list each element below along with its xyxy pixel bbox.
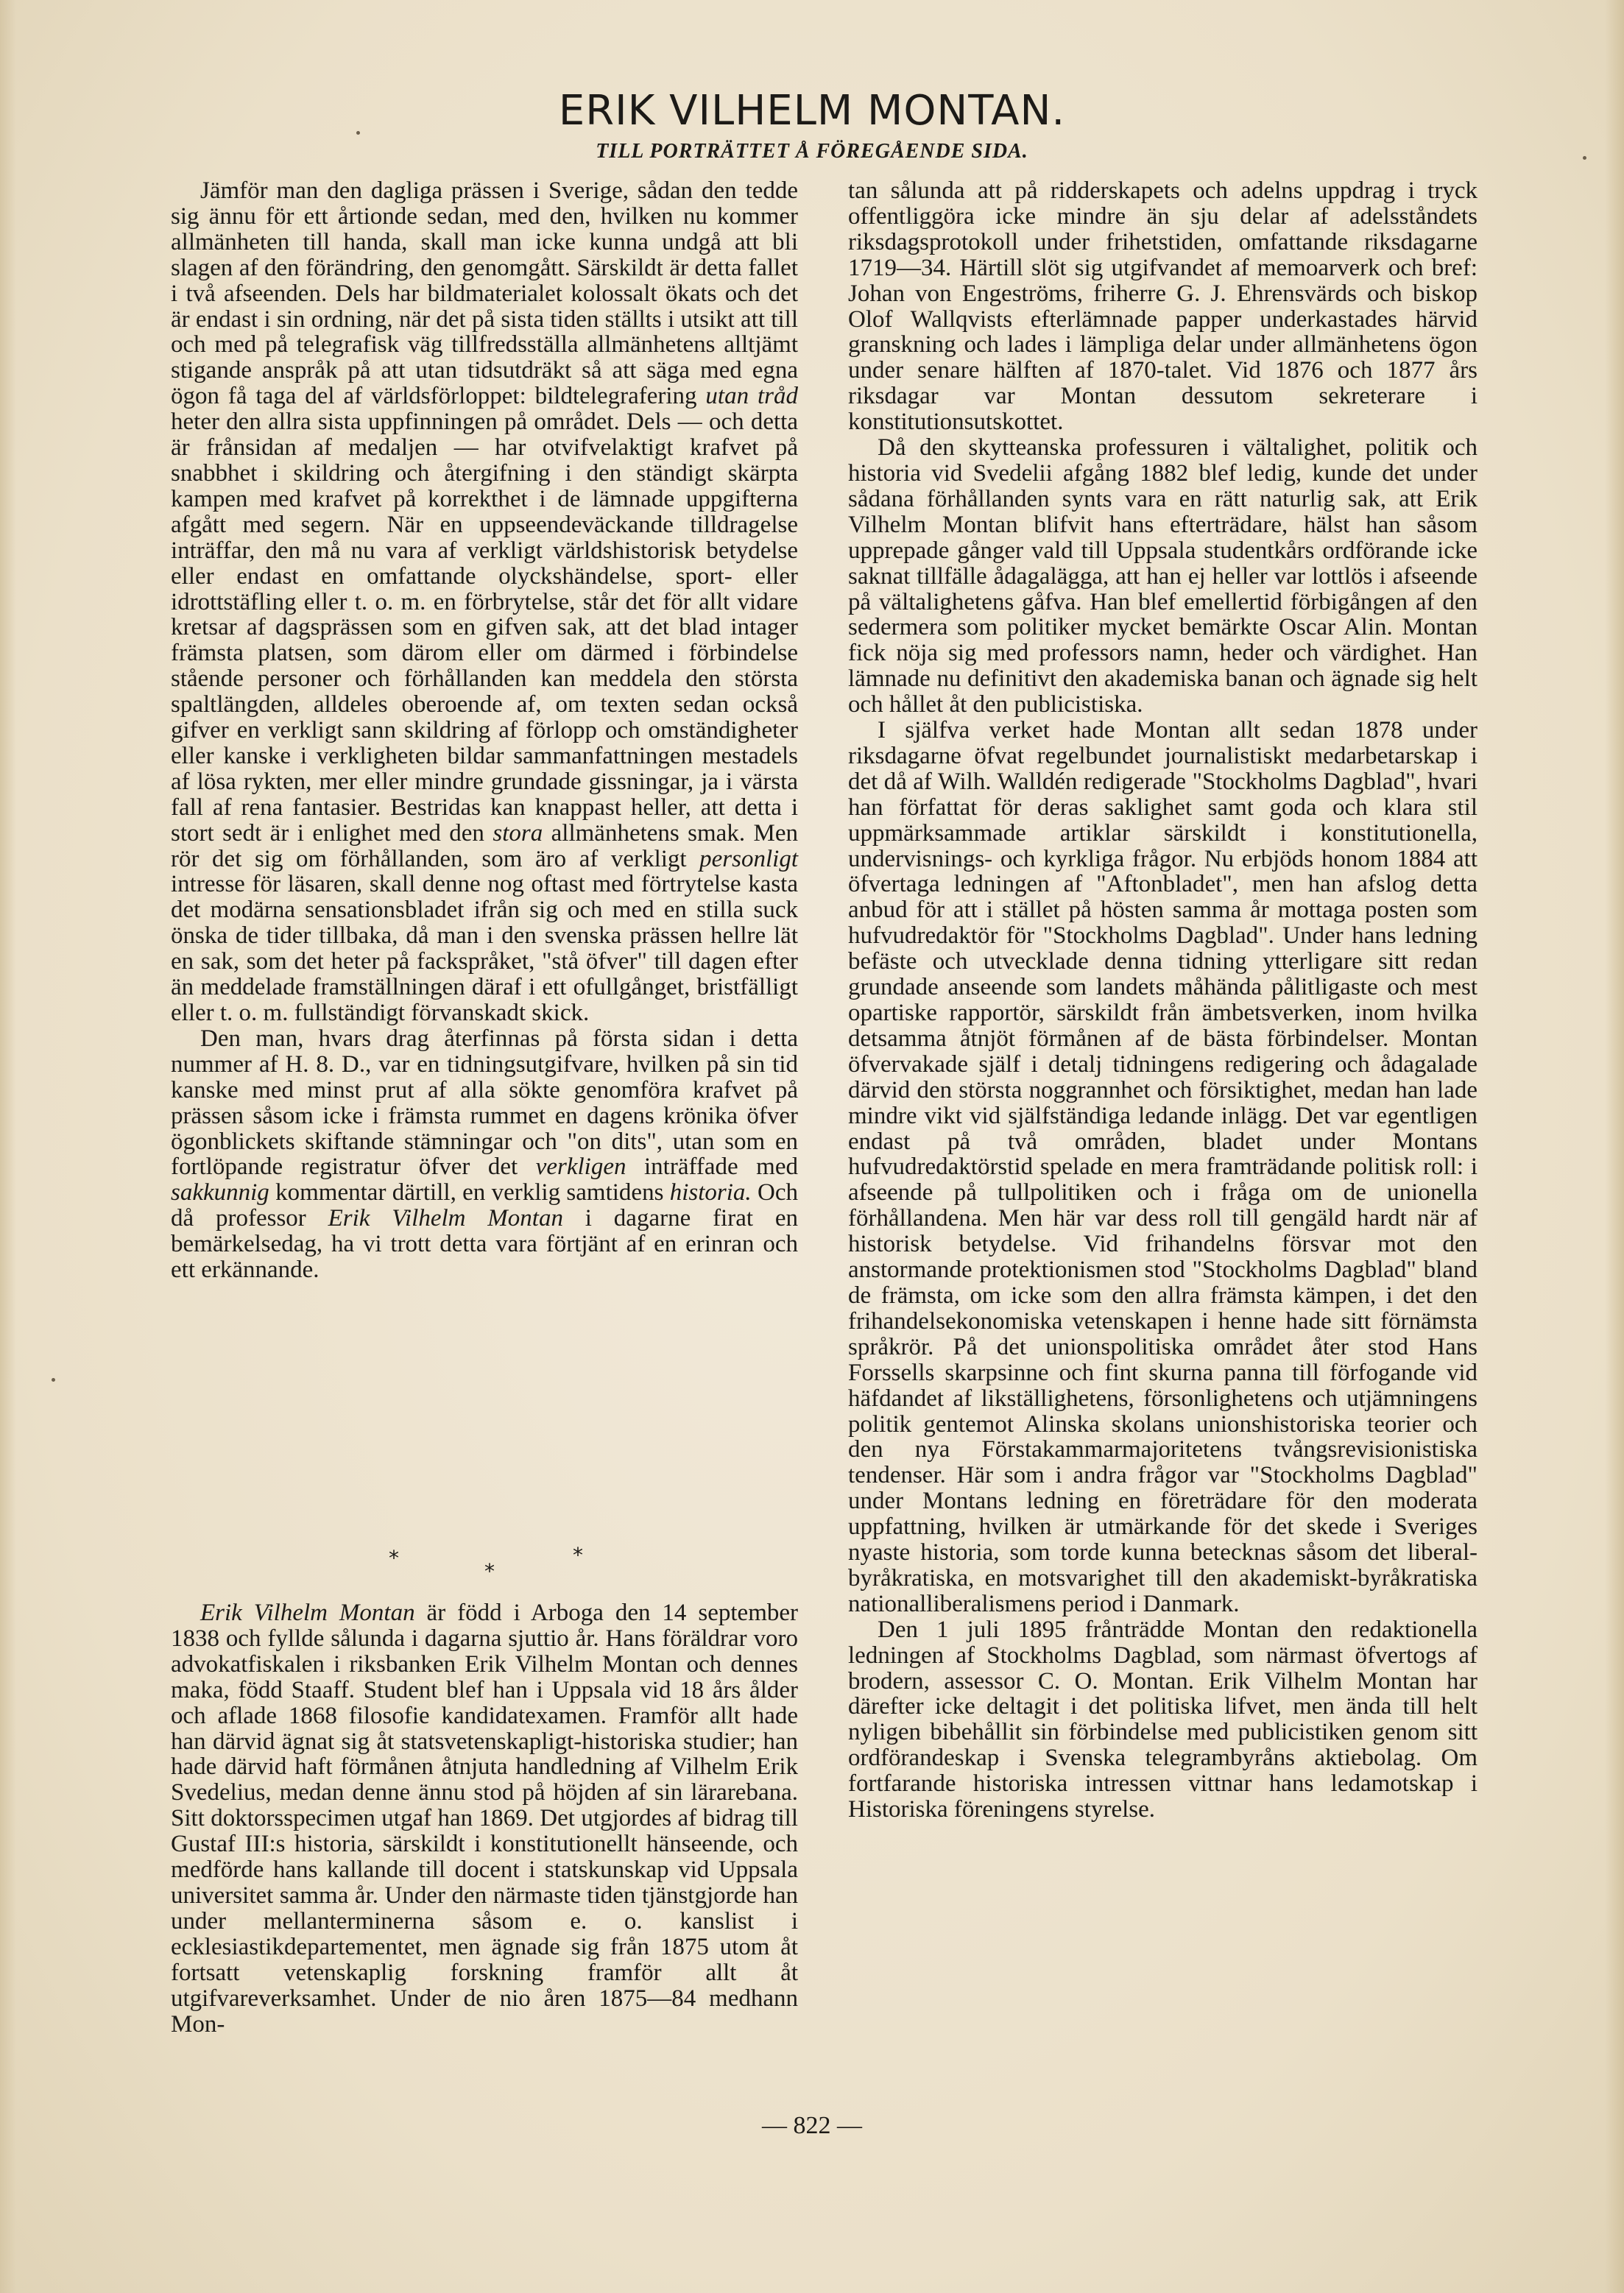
paper-edge-right <box>1605 0 1624 2293</box>
section-divider-stars <box>171 1541 798 1586</box>
emphasis: verkligen <box>535 1153 626 1181</box>
emphasis: Erik Vilhelm Montan <box>328 1205 563 1232</box>
right-column <box>848 178 1478 1823</box>
article-subtitle: TILL PORTRÄTTET Å FÖREGÅENDE SIDA. <box>596 140 1028 163</box>
divider-star: * <box>484 1559 495 1583</box>
emphasis: Erik Vilhelm Montan <box>200 1600 415 1626</box>
paragraph: tan sålunda att på ridderskapets och adelns uppdrag i tryck offentliggöra icke mindre än sju delar af adelsståndets riksdagsprotokoll under frihetstiden, omfattande riksdagarne 1719—34. Härtill slöt sig utgifvandet af memoarverk och bref: Johan von Engeströms, friherre G. J. Ehrensvärds och biskop Olof Wallqvists efterlämnade papper underkastades härvid granskning och lades i lämpliga delar under allmänhetens ögon under senare hälften af 1870-talet. Vid 1876 och 1877 års riksdagar var Montan dessutom sekreterare i konstitutionsutskottet. <box>848 177 1478 436</box>
paragraph: Erik Vilhelm Montan är född i Arboga den 14 september 1838 och fyllde sålunda i dagarna sjuttio år. Hans föräldrar voro advokatfiskalen i riksbanken Erik Vilhelm Montan och dennes maka, född Staaff. Student blef han i Uppsala vid 18 års ålder och aflade 1868 filosofie kandidatexamen. Framför allt hade han därvid ägnat sig åt statsvetenskapligt-historiska studier; han hade därvid haft förmånen åtnjuta handledning af Vilhelm Erik Svedelius, medan denne ännu stod på höjden af sin lärarebana. Sitt doktorsspecimen utgaf han 1869. Det utgjordes af bidrag till Gustaf III:s historia, särskildt i konstitutionellt hänseende, och medförde hans kallande till docent i statskunskap vid Uppsala universitet samma år. Under den närmaste tiden tjänstgjorde han under mellanterminerna såsom e. o. kanslist i ecklesiastikdepartementet, men ägnade sig från 1875 utom åt fortsatt vetenskaplig forskning framför allt åt utgifvareverksamhet. Under de nio åren 1875—84 medhann Mon- <box>171 1600 798 2038</box>
emphasis: personligt <box>699 845 798 872</box>
paper-edge-left <box>0 0 16 2293</box>
divider-star: * <box>389 1546 399 1570</box>
paragraph: Den man, hvars drag återfinnas på första sidan i detta nummer af H. 8. D., var en tidningsutgifvare, hvilken på sin tid kanske med minst prut af alla sökte genomföra krafvet på prässen såsom icke i främsta rummet en dagens krönika öfver ögonblickets skiftande stämningar och "on dits", utan som en fortlöpande registratur öfver det verkligen inträffade med sakkunnig kommentar därtill, en verklig samtidens historia. Och då professor Erik Vilhelm Montan i dagarne firat en bemärkelsedag, ha vi trott detta vara förtjänt af en erinran och ett erkännande. <box>171 1025 799 1284</box>
divider-star: * <box>573 1543 583 1567</box>
paragraph: I själfva verket hade Montan allt sedan 1878 under riksdagarne öfvat regelbundet journalistiskt medarbetarskap i det då af Wilh. Walldén redigerade "Stockholms Dagblad", hvari han författat för deras saklighet samt goda och klara stil uppmärksammade artiklar särskildt i konstitutionella, undervisnings- och kyrkliga frågor. Nu erbjöds honom 1884 att öfvertaga ledningen af "Aftonbladet", men han afslog detta anbud för att i stället på hösten samma år mottaga posten som hufvudredaktör för "Stockholms Dagblad". Under hans ledning befäste och utvecklade denna tidning ytterligare sitt redan grundade anseende som landets måhända pålitligaste och mest opartiske rapportör, särskildt från ämbetsverken, inom hvilka detsamma åtnjöt förmånen af de bästa förbindelser. Montan öfvervakade själf i detalj tidningens redigering och ådagalade därvid den största noggrannhet och försiktighet, medan han lade mindre vikt vid själfständiga ledande inlägg. Det var egentligen endast på två områden, bladet under Montans hufvudredaktörstid spelade en mera framträdande politisk roll: i afseende på tullpolitiken och i fråga om de unionella förhållandena. Men här var dess roll till gengäld hardt när af historisk betydelse. Vid frihandelns försvar mot den anstormande protektionismen stod "Stockholms Dagblad" bland de främsta, om icke som den allra främsta kämpen, i det den frihandelsekonomiska vetenskapen i henne hade sitt förnämsta språkrör. På det unionspolitiska området åter stod Hans Forssells skarpsinne och fint skurna panna till förfogande vid häfdandet af likställighetens, försonlighetens och utjämningens politik gentemot Alinska skolans unionshistoriska teorier och den nya Förstakammarmajoritetens tvångsrevisionistiska tendenser. Här som i andra frågor var "Stockholms Dagblad" under Montans ledning en företrädare för den moderata uppfattning, hvilken är utmärkande för det skede i Sveriges nyaste historia, som torde kunna betecknas såsom det liberal-byråkratiska, en motsvarighet till den akademiskt-byråkratiska nationalliberalismens period i Danmark. <box>848 717 1478 1617</box>
emphasis: historia. <box>669 1179 752 1206</box>
paragraph: Jämför man den dagliga prässen i Sverige, sådan den tedde sig ännu för ett årtionde sedan, med den, hvilken nu kommer allmänheten till handa, skall man icke kunna undgå att bli slagen af den förändring, den genomgått. Särskildt är detta fallet i två afseenden. Dels har bildmaterialet kolossalt ökats och det är endast i sin ordning, när det på sista tiden ställts i utsikt att till och med på telegrafisk väg tillfredsställa allmänhetens alltjämt stigande anspråk på att utan tidsutdräkt så att säga med egna ögon få taga del af världsförloppet: bildtelegrafering utan tråd heter den allra sista uppfinningen på området. Dels — och detta är frånsidan af medaljen — har otvifvelaktigt krafvet på snabbhet i skildring och återgifning i den ständigt skärpta kampen med krafvet på korrekthet i de lämnade uppgifterna afgått med segern. När en uppseendeväckande tilldragelse inträffar, den må nu vara af verkligt världshistorisk betydelse eller endast en omfattande olyckshändelse, sport- eller idrottstäfling eller t. o. m. en förbrytelse, står det för allt vidare kretsar af dagsprässen som en gifven sak, att det blad intager främsta platsen, som därom eller om därmed i förbindelse stående personer och förhållanden kan meddela den största spaltlängden, alldeles oberoende af, om texten sedan också gifver en verkligt sann skildring af förlopp och omständigheter eller kanske i verkligheten bildar sammanfattningen mestadels af lösa rykten, mer eller mindre grundade gissningar, ja i värsta fall af rena fantasier. Bestridas kan knappast heller, att detta i stort sedt är i enlighet med den stora allmänhetens smak. Men rör det sig om förhållanden, som äro af verkligt personligt intresse för läsaren, skall denne nog oftast med förtrytelse kasta det modärna sensationsbladet ifrån sig och med en stilla suck önska de tider tillbaka, då man i den svenska prässen hellre lät en sak, som det heter på fackspråket, "stå öfver" till dagen efter än meddelade framställningen däraf i ett ofullgånget, bristfälligt eller t. o. m. fullständigt förvanskadt skick. <box>171 177 798 1026</box>
page-number: — 822 — <box>762 2112 862 2139</box>
left-column <box>171 178 798 1283</box>
emphasis: utan tråd <box>705 383 798 410</box>
left-column-lower <box>171 1600 798 2037</box>
emphasis: stora <box>493 819 543 847</box>
paragraph: Då den skytteanska professuren i vältalighet, politik och historia vid Svedelii afgång 1882 blef ledig, kunde det under sådana förhållanden synts vara en rätt naturlig sak, att Erik Vilhelm Montan blifvit hans efterträdare, hälst han såsom upprepade gånger vald till Uppsala studentkårs ordförande icke saknat tillfälle ådagalägga, att han ej heller var lottlös i afseende på vältalighetens gåfva. Han blef emellertid förbigången af den sedermera som politiker mycket bemärkte Oscar Alin. Montan fick nöja sig med professors namn, heder och värdighet. Han lämnade nu definitivt den akademiska banan och ägnade sig helt och hållet åt den publicistiska. <box>848 434 1478 718</box>
paragraph: Den 1 juli 1895 frånträdde Montan den redaktionella ledningen af Stockholms Dagblad, som närmast öfvertogs af brodern, assessor C. O. Montan. Erik Vilhelm Montan har därefter icke deltagit i det politiska lifvet, men ända till helt nyligen bibehållit sin förbindelse med publicistiken genom sitt ordförandeskap i Svenska telegrambyråns aktiebolag. Om fortfarande historiska intressen vittnar hans ledamotskap i Historiska föreningens styrelse. <box>848 1616 1478 1823</box>
article-title: ERIK VILHELM MONTAN. <box>558 87 1066 135</box>
emphasis: sakkunnig <box>171 1179 269 1206</box>
